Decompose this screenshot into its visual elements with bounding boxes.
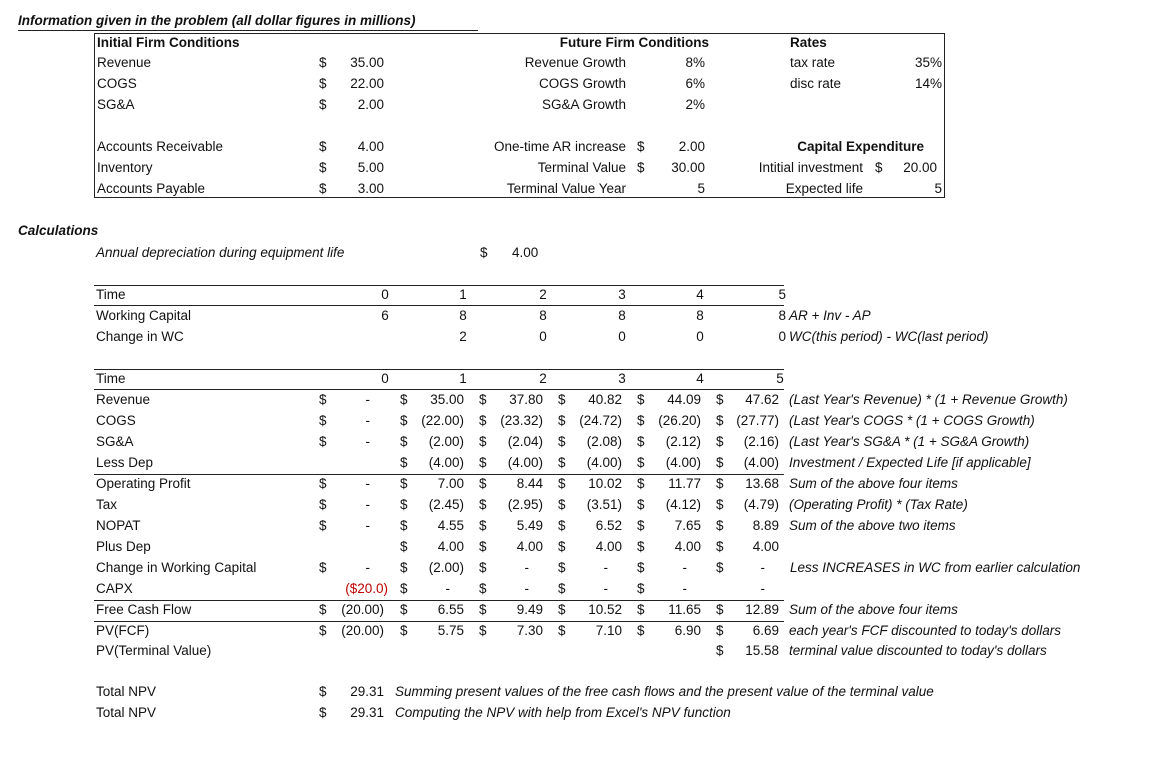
cf-currency: $ [400,455,408,470]
cf-value: (4.00) [428,455,464,470]
cf-note: (Last Year's SG&A * (1 + SG&A Growth) [789,434,1030,449]
cf-currency: $ [716,539,724,554]
cf-row-label: NOPAT [96,518,141,533]
cf-row-label: Plus Dep [96,539,151,554]
cf-row-label: PV(Terminal Value) [96,643,212,658]
cf-value: (2.95) [507,497,543,512]
cf-currency: $ [479,476,487,491]
cf-value: (3.51) [586,497,622,512]
cf-row-label: COGS [96,413,136,428]
cf-value: 5.49 [516,518,543,533]
future-label: Terminal Value Year [506,181,626,196]
cf-currency: $ [319,497,327,512]
cf-currency: $ [479,497,487,512]
capex-title: Capital Expenditure [797,139,924,154]
cf-currency: $ [319,602,327,617]
cf-currency: $ [400,434,408,449]
cf-currency: $ [319,476,327,491]
rate-label: tax rate [790,55,836,70]
initial-currency: $ [319,181,327,196]
cf-value: 4.55 [437,518,464,533]
npv-currency: $ [319,705,327,720]
cf-opprofit-border [94,474,784,475]
initial-label: Inventory [97,160,153,175]
cf-note: Sum of the above four items [789,602,958,617]
rate-value: 35% [914,55,942,70]
cf-currency: $ [637,602,645,617]
header-underline [18,30,478,31]
future-value: 5 [697,181,705,196]
cf-value: - [603,560,608,575]
cf-currency: $ [637,518,645,533]
cf-value: 35.00 [430,392,464,407]
cf-value: 6.52 [595,518,622,533]
cf-currency: $ [558,539,566,554]
initial-label: SG&A [97,97,135,112]
cf-currency: $ [716,602,724,617]
cf-currency: $ [637,623,645,638]
cf-value: (27.77) [736,413,779,428]
cf-value: - [524,560,529,575]
wc-cell: 8 [459,308,467,323]
cf-currency: $ [400,497,408,512]
cf-currency: $ [716,455,724,470]
cf-currency: $ [716,560,724,575]
cf-currency: $ [637,539,645,554]
cf-value: - [445,581,450,596]
cf-value: 4.00 [752,539,779,554]
cf-value: 10.02 [588,476,622,491]
cf-value: ($20.0) [345,581,388,596]
cf-time-cell: 2 [539,371,547,386]
initial-value: 35.00 [350,55,384,70]
cf-time-cell: 0 [381,371,389,386]
calculations-title: Calculations [18,223,99,238]
cf-value: (4.00) [586,455,622,470]
cf-value: - [365,518,370,533]
cf-currency: $ [479,392,487,407]
cf-value: 13.68 [745,476,779,491]
cf-value: (2.45) [428,497,464,512]
wc-cell: 2 [539,287,547,302]
cf-currency: $ [319,413,327,428]
cf-currency: $ [400,518,408,533]
cf-currency: $ [319,434,327,449]
cf-currency: $ [319,623,327,638]
cf-currency: $ [637,497,645,512]
initial-label: Revenue [97,55,152,70]
cf-time-cell: 5 [776,371,784,386]
cf-currency: $ [558,497,566,512]
cf-currency: $ [479,560,487,575]
cf-currency: $ [637,434,645,449]
wc-note: AR + Inv - AP [789,308,871,323]
wc-cell: 8 [696,308,704,323]
cf-value: 15.58 [745,643,779,658]
cf-currency: $ [716,413,724,428]
initial-currency: $ [319,55,327,70]
cf-currency: $ [637,581,645,596]
initial-label: COGS [97,76,137,91]
future-currency: $ [637,139,645,154]
page-header: Information given in the problem (all dollar figures in millions) [18,13,416,28]
cf-currency: $ [400,539,408,554]
wc-cell: 0 [539,329,547,344]
cf-value: (4.00) [665,455,701,470]
rate-label: disc rate [790,76,842,91]
cf-note: Sum of the above four items [789,476,958,491]
cf-currency: $ [479,518,487,533]
cf-value: 7.30 [516,623,543,638]
cf-value: (4.00) [507,455,543,470]
npv-value: 29.31 [350,684,384,699]
cf-note: terminal value discounted to today's dollars [789,643,1047,658]
cf-time-border [94,389,784,390]
wc-row-label: Time [96,287,126,302]
future-value: 2.00 [678,139,705,154]
cf-note: (Operating Profit) * (Tax Rate) [789,497,968,512]
cf-currency: $ [558,476,566,491]
future-label: SG&A Growth [541,97,626,112]
cf-currency: $ [637,476,645,491]
initial-label: Accounts Payable [97,181,206,196]
depreciation-currency: $ [480,245,488,260]
cf-currency: $ [716,434,724,449]
capex-value: 5 [934,181,942,196]
cf-time-cell: 4 [696,371,704,386]
cf-value: (24.72) [579,413,622,428]
cf-row-label: Time [96,371,126,386]
cf-value: - [603,581,608,596]
cf-value: - [365,476,370,491]
wc-cell: 8 [618,308,626,323]
cf-value: 6.90 [674,623,701,638]
cf-currency: $ [716,392,724,407]
cf-value: 44.09 [667,392,701,407]
cf-row-label: PV(FCF) [96,623,150,638]
cf-value: - [760,560,765,575]
cf-top-border [94,369,784,370]
npv-note: Computing the NPV with help from Excel's NPV function [395,705,731,720]
future-value: 30.00 [671,160,705,175]
cf-currency: $ [400,476,408,491]
wc-cell: 3 [618,287,626,302]
future-currency: $ [637,160,645,175]
future-label: Revenue Growth [524,55,626,70]
initial-value: 3.00 [357,181,384,196]
wc-cell: 4 [696,287,704,302]
cf-value: (4.79) [743,497,779,512]
cf-row-label: Free Cash Flow [96,602,192,617]
cf-currency: $ [716,623,724,638]
npv-label: Total NPV [96,705,157,720]
cf-time-cell: 3 [618,371,626,386]
cf-value: (2.00) [428,434,464,449]
cf-currency: $ [558,623,566,638]
cf-value: (23.32) [500,413,543,428]
cf-currency: $ [558,602,566,617]
cf-currency: $ [479,602,487,617]
cf-fcf-top-border [94,600,784,601]
cf-value: 6.69 [752,623,779,638]
cf-value: (20.00) [341,623,384,638]
cf-currency: $ [558,518,566,533]
cf-row-label: Revenue [96,392,151,407]
cf-value: 47.62 [745,392,779,407]
cf-value: 37.80 [509,392,543,407]
cf-currency: $ [637,455,645,470]
future-value: 8% [685,55,705,70]
future-value: 6% [685,76,705,91]
cf-currency: $ [400,602,408,617]
future-conditions-title: Future Firm Conditions [559,35,709,50]
cf-currency: $ [558,434,566,449]
cf-value: (2.16) [743,434,779,449]
cf-currency: $ [558,581,566,596]
cf-currency: $ [479,623,487,638]
cf-row-label: SG&A [96,434,134,449]
capex-currency: $ [875,160,883,175]
cf-currency: $ [558,392,566,407]
rates-title: Rates [790,35,827,50]
wc-cell: 6 [381,308,389,323]
wc-cell: 5 [778,287,786,302]
npv-label: Total NPV [96,684,157,699]
depreciation-value: 4.00 [512,245,539,260]
cf-value: - [365,392,370,407]
wc-cell: 8 [539,308,547,323]
cf-value: 8.44 [516,476,543,491]
cf-value: (4.12) [665,497,701,512]
npv-value: 29.31 [350,705,384,720]
initial-currency: $ [319,97,327,112]
cf-note: each year's FCF discounted to today's dollars [789,623,1062,638]
cf-value: 4.00 [674,539,701,554]
wc-cell: 0 [696,329,704,344]
wc-top-border [94,285,784,286]
cf-value: 4.00 [437,539,464,554]
cf-row-label: CAPX [96,581,133,596]
initial-value: 2.00 [357,97,384,112]
cf-currency: $ [319,392,327,407]
cf-value: - [365,413,370,428]
cf-value: 40.82 [588,392,622,407]
cf-note: (Last Year's Revenue) * (1 + Revenue Growth) [789,392,1068,407]
future-label: Terminal Value [537,160,626,175]
cf-currency: $ [479,539,487,554]
cf-fcf-bottom-border [94,621,784,622]
wc-cell: 0 [381,287,389,302]
cf-value: - [760,581,765,596]
cf-value: (22.00) [421,413,464,428]
cf-currency: $ [716,643,724,658]
initial-currency: $ [319,139,327,154]
cf-value: 10.52 [588,602,622,617]
future-label: COGS Growth [538,76,626,91]
cf-value: (20.00) [341,602,384,617]
cf-currency: $ [400,413,408,428]
cf-value: (2.00) [428,560,464,575]
cf-currency: $ [400,623,408,638]
cf-value: (2.04) [507,434,543,449]
wc-cell: 2 [459,329,467,344]
cf-value: (2.08) [586,434,622,449]
cf-value: (26.20) [658,413,701,428]
cf-value: 12.89 [745,602,779,617]
cf-currency: $ [319,560,327,575]
cf-value: 9.49 [516,602,543,617]
cf-note: Less INCREASES in WC from earlier calculation [790,560,1081,575]
wc-cell: 0 [778,329,786,344]
depreciation-label: Annual depreciation during equipment life [96,245,345,260]
initial-conditions-title: Initial Firm Conditions [97,35,240,50]
future-label: One-time AR increase [493,139,626,154]
wc-note: WC(this period) - WC(last period) [789,329,989,344]
cf-currency: $ [637,413,645,428]
cf-value: 4.00 [595,539,622,554]
cf-currency: $ [716,476,724,491]
cf-value: - [682,581,687,596]
initial-value: 22.00 [350,76,384,91]
cf-value: 6.55 [437,602,464,617]
cf-value: 4.00 [516,539,543,554]
cf-currency: $ [479,581,487,596]
cf-currency: $ [400,392,408,407]
initial-value: 5.00 [357,160,384,175]
cf-value: 11.77 [668,476,701,491]
cf-currency: $ [558,455,566,470]
cf-row-label: Operating Profit [96,476,191,491]
cf-currency: $ [558,560,566,575]
cf-value: - [365,434,370,449]
cf-currency: $ [637,392,645,407]
cf-row-label: Less Dep [96,455,154,470]
wc-cell: 8 [778,308,786,323]
cf-value: 7.65 [674,518,701,533]
wc-cell: 0 [618,329,626,344]
cf-value: - [365,497,370,512]
cf-note: (Last Year's COGS * (1 + COGS Growth) [789,413,1035,428]
cf-currency: $ [479,413,487,428]
cf-currency: $ [400,560,408,575]
cf-value: 7.00 [437,476,464,491]
cf-value: - [365,560,370,575]
wc-time-border [94,305,784,306]
cf-value: - [682,560,687,575]
wc-cell: 1 [459,287,467,302]
cf-currency: $ [400,581,408,596]
npv-note: Summing present values of the free cash flows and the present value of the terminal value [395,684,934,699]
capex-value: 20.00 [903,160,937,175]
capex-label: Expected life [785,181,863,196]
cf-currency: $ [716,518,724,533]
cf-currency: $ [479,434,487,449]
capex-label: Intitial investment [758,160,863,175]
cf-time-cell: 1 [459,371,467,386]
wc-row-label: Working Capital [96,308,192,323]
cf-currency: $ [479,455,487,470]
cf-note: Sum of the above two items [789,518,956,533]
cf-value: (2.12) [665,434,701,449]
future-value: 2% [685,97,705,112]
wc-row-label: Change in WC [96,329,184,344]
initial-value: 4.00 [357,139,384,154]
cf-value: 5.75 [437,623,464,638]
cf-currency: $ [716,497,724,512]
initial-currency: $ [319,76,327,91]
rate-value: 14% [914,76,942,91]
npv-currency: $ [319,684,327,699]
cf-value: 7.10 [595,623,622,638]
cf-note: Investment / Expected Life [if applicable] [789,455,1031,470]
cf-currency: $ [558,413,566,428]
cf-currency: $ [637,560,645,575]
initial-currency: $ [319,160,327,175]
cf-value: - [524,581,529,596]
cf-value: (4.00) [743,455,779,470]
cf-value: 11.65 [668,602,701,617]
cf-row-label: Change in Working Capital [96,560,257,575]
cf-currency: $ [319,518,327,533]
cf-value: 8.89 [752,518,779,533]
initial-label: Accounts Receivable [97,139,224,154]
cf-row-label: Tax [96,497,118,512]
